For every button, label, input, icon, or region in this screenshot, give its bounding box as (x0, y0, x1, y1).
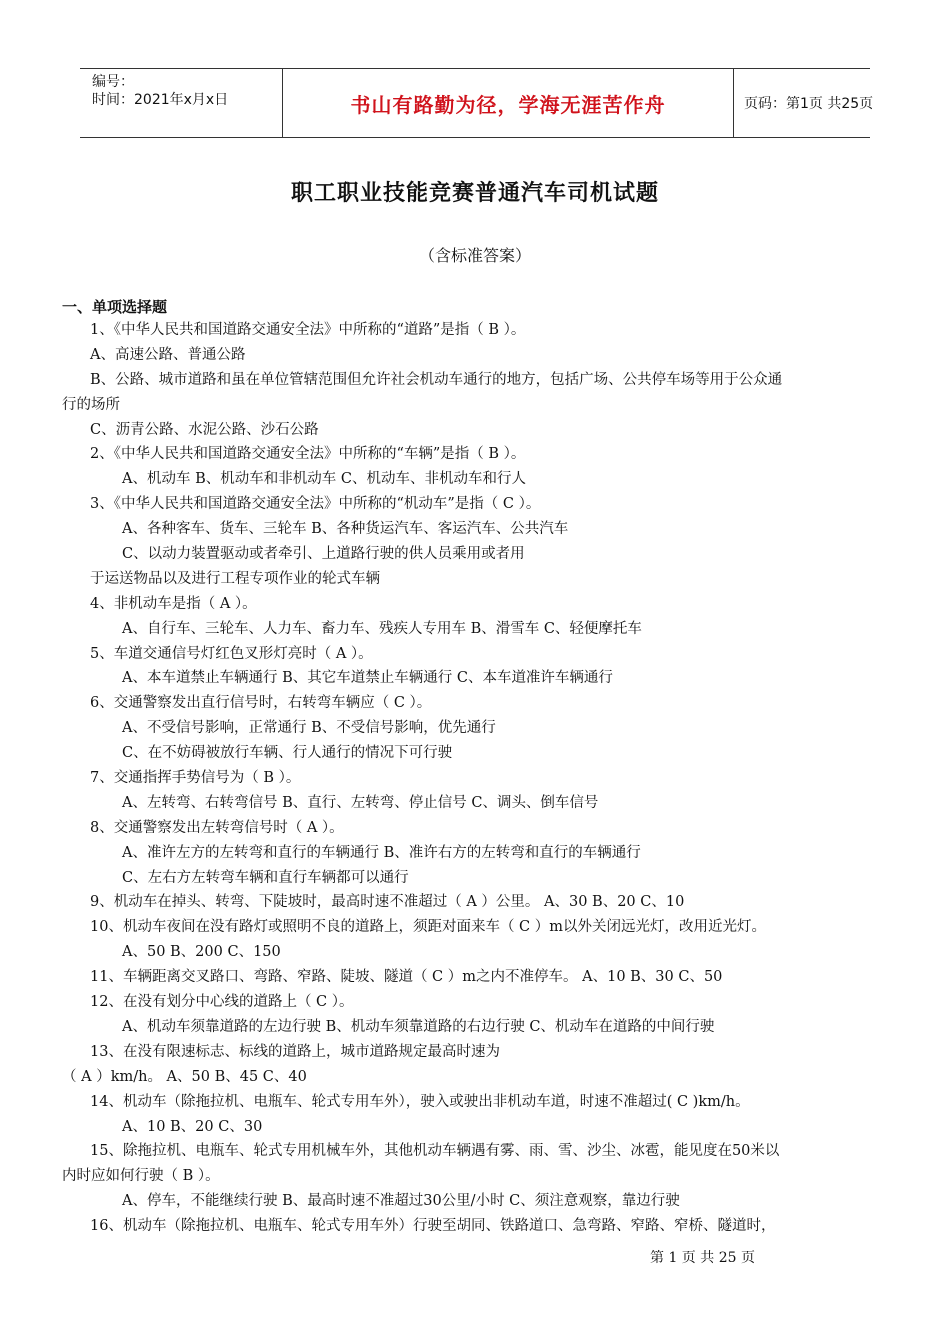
serial-label: 编号： (92, 74, 134, 90)
content-line: C、以动力装置驱动或者牵引、上道路行驶的供人员乘用或者用 (122, 546, 525, 563)
content-line: 7、交通指挥手势信号为（ B ）。 (90, 770, 301, 787)
content-line: 2、《中华人民共和国道路交通安全法》中所称的“车辆”是指（ B ）。 (90, 446, 526, 463)
content-line: 14、机动车（除拖拉机、电瓶车、轮式专用车外），驶入或驶出非机动车道，时速不准超过( C )km/h。 (90, 1093, 750, 1110)
content-line: A、各种客车、货车、三轮车 B、各种货运汽车、客运汽车、公共汽车 (122, 521, 569, 538)
content-line: 6、交通警察发出直行信号时，右转弯车辆应（ C ）。 (90, 695, 432, 712)
document-subtitle: （含标准答案） (418, 246, 531, 265)
content-line: 4、非机动车是指（ A ）。 (90, 595, 257, 612)
content-line: A、本车道禁止车辆通行 B、其它车道禁止车辆通行 C、本车道准许车辆通行 (122, 670, 613, 687)
content-line: A、机动车 B、机动车和非机动车 C、机动车、非机动车和行人 (122, 471, 526, 488)
content-line: C、沥青公路、水泥公路、沙石公路 (90, 421, 319, 438)
motto-text: 书山有路勤为径，学海无涯苦作舟 (350, 92, 666, 117)
content-line: 行的场所 (62, 396, 120, 413)
header-meta (80, 69, 282, 137)
content-line: C、左右方左转弯车辆和直行车辆都可以通行 (122, 869, 409, 886)
question-list (62, 318, 892, 1239)
header-motto-cell (282, 69, 734, 137)
content-line: 8、交通警察发出左转弯信号时（ A ）。 (90, 819, 344, 836)
date-line: 时间：2021年x月x日 (92, 92, 229, 108)
content-line: 于运送物品以及进行工程专项作业的轮式车辆 (90, 570, 380, 587)
content-line: 11、车辆距离交叉路口、弯路、窄路、陡坡、隧道（ C ）m之内不准停车。 A、10 B、30 C、50 (90, 969, 723, 986)
content-line: 13、在没有限速标志、标线的道路上，城市道路规定最高时速为 (90, 1043, 500, 1060)
content-line: 15、除拖拉机、电瓶车、轮式专用机械车外，其他机动车辆遇有雾、雨、雪、沙尘、冰雹，能见度在50米以 (90, 1143, 780, 1160)
content-line: A、自行车、三轮车、人力车、畜力车、残疾人专用车 B、滑雪车 C、轻便摩托车 (122, 620, 642, 637)
content-line: 16、机动车（除拖拉机、电瓶车、轮式专用车外）行驶至胡同、铁路道口、急弯路、窄路、窄桥、隧道时， (90, 1218, 776, 1235)
content-line: 3、《中华人民共和国道路交通安全法》中所称的“机动车”是指（ C ）。 (90, 496, 541, 513)
section-heading: 一、单项选择题 (62, 298, 168, 316)
content-line: A、左转弯、右转弯信号 B、直行、左转弯、停止信号 C、调头、倒车信号 (122, 794, 599, 811)
page-footer: 第 1 页 共 25 页 (650, 1250, 755, 1266)
content-line: 5、车道交通信号灯红色叉形灯亮时（ A ）。 (90, 645, 373, 662)
document-title: 职工职业技能竞赛普通汽车司机试题 (290, 181, 659, 206)
page-header (80, 68, 874, 138)
header-page-info: 页码：第1页 共25页 (744, 96, 874, 112)
content-line: A、10 B、20 C、30 (122, 1118, 263, 1135)
content-line: A、准许左方的左转弯和直行的车辆通行 B、准许右方的左转弯和直行的车辆通行 (122, 844, 641, 861)
content-line: 12、在没有划分中心线的道路上（ C ）。 (90, 994, 354, 1011)
content-line: （ A ）km/h。 A、50 B、45 C、40 (62, 1068, 307, 1085)
content-line: A、机动车须靠道路的左边行驶 B、机动车须靠道路的右边行驶 C、机动车在道路的中间行驶 (122, 1018, 715, 1035)
content-line: B、公路、城市道路和虽在单位管辖范围但允许社会机动车通行的地方，包括广场、公共停车场等用于公众通 (90, 371, 783, 388)
content-line: A、50 B、200 C、150 (122, 944, 281, 961)
content-line: C、在不妨碍被放行车辆、行人通行的情况下可行驶 (122, 745, 453, 762)
content-line: A、高速公路、普通公路 (90, 346, 246, 363)
content-line: 内时应如何行驶（ B ）。 (62, 1168, 220, 1185)
content-line: A、停车，不能继续行驶 B、最高时速不准超过30公里/小时 C、须注意观察，靠边行驶 (122, 1193, 680, 1210)
content-line: A、不受信号影响，正常通行 B、不受信号影响，优先通行 (122, 720, 496, 737)
content-line: 10、机动车夜间在没有路灯或照明不良的道路上，须距对面来车（ C ）m以外关闭远光灯，改用近光灯。 (90, 919, 767, 936)
content-line: 9、机动车在掉头、转弯、下陡坡时，最高时速不准超过（ A ）公里。 A、30 B、20 C、10 (90, 894, 685, 911)
content-line: 1、《中华人民共和国道路交通安全法》中所称的“道路”是指（ B ）。 (90, 322, 526, 338)
